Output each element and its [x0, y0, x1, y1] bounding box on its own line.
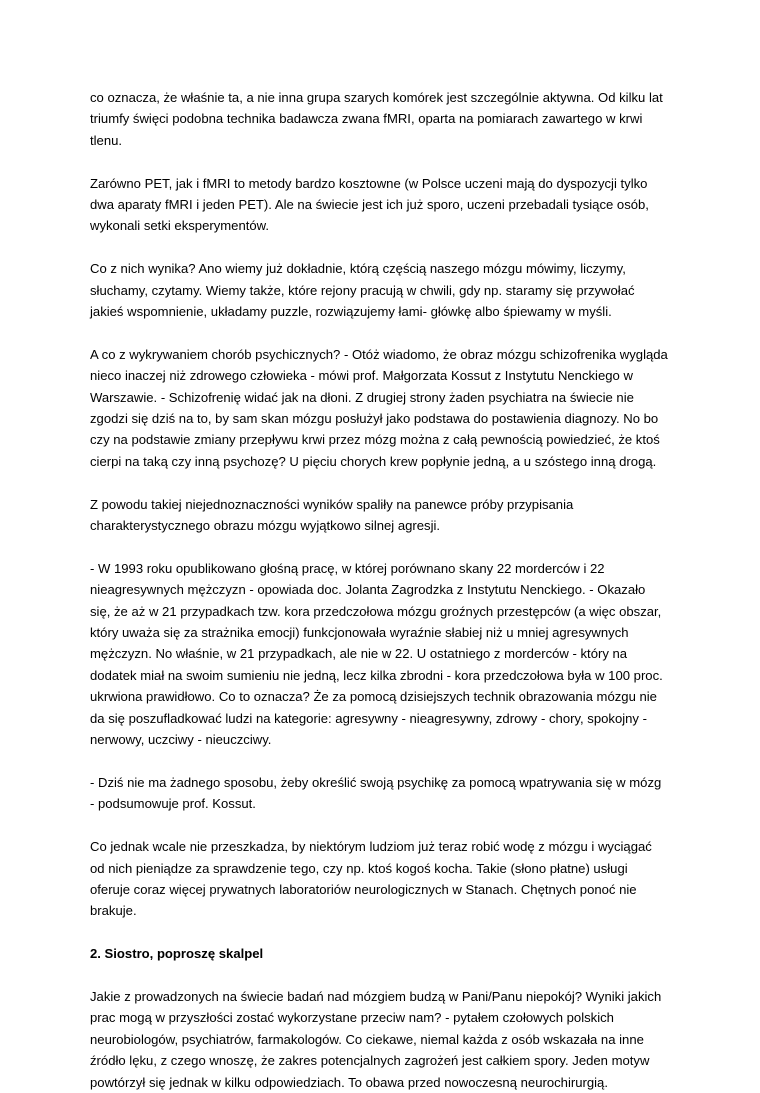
- paragraph-psychiatric-diagnosis: A co z wykrywaniem chorób psychicznych? - Otóż wiadomo, że obraz mózgu schizofrenika wygląda nieco inaczej niż zdrowego człowieka - mówi prof. Małgorzata Kossut z Instytutu Nenckiego w Warszawie. - Schizofrenię widać jak na dłoni. Z drugiej strony żaden psychiatra na świecie nie zgodzi się dziś na to, by sam skan mózgu posłużył jako podstawa do postawienia diagnozy. No bo czy na podstawie zmiany przepływu krwi przez mózg można z całą pewnością powiedzieć, że ktoś cierpi na taką czy inną psychozę? U pięciu chorych krew popłynie jedną, a u szóstego inną drogą.: [90, 346, 668, 469]
- document-page: [90, 87, 668, 1093]
- paragraph-private-labs: Co jednak wcale nie przeszkadza, by niektórym ludziom już teraz robić wodę z mózgu i wyciągać od nich pieniądze za sprawdzenie tego, czy np. ktoś kogoś kocha. Takie (słono płatne) usługi oferuje coraz więcej prywatnych laboratoriów neurologicznych w Stanach. Chętnych ponoć nie brakuje.: [90, 839, 652, 919]
- paragraph-pet-fmri-cost: Zarówno PET, jak i fMRI to metody bardzo kosztowne (w Polsce uczeni mają do dyspozycji tylko dwa aparaty fMRI i jeden PET). Ale na świecie jest ich już sporo, uczeni przebadali tysiące osób, wykonali setki eksperymentów.: [90, 175, 649, 234]
- paragraph-aggression-ambiguity: Z powodu takiej niejednoznaczności wyników spaliły na panewce próby przypisania charakterystycznego obrazu mózgu wyjątkowo silnej agresji.: [90, 496, 574, 534]
- paragraph-brain-regions: Co z nich wynika? Ano wiemy już dokładnie, którą częścią naszego mózgu mówimy, liczymy, słuchamy, czytamy. Wiemy także, które rejony pracują w chwili, gdy np. staramy się przywołać jakieś wspomnienie, układamy puzzle, rozwiązujemy łami- główkę albo śpiewamy w myśli.: [90, 261, 635, 320]
- paragraph-neurosurgery-concerns: Jakie z prowadzonych na świecie badań nad mózgiem budzą w Pani/Panu niepokój? Wyniki jakich prac mogą w przyszłości zostać wykorzystane przeciw nam? - pytałem czołowych polskich neurobiologów, psychiatrów, farmakologów. Co ciekawe, niemal każda z osób wskazała na inne źródło lęku, z czego wnoszę, że zakres potencjalnych zagrożeń jest całkiem spory. Jeden motyw powtórzył się jednak w kilku odpowiedziach. To obawa przed nowoczesną neurochirurgią.: [90, 988, 662, 1090]
- section-heading: 2. Siostro, poproszę skalpel: [90, 946, 264, 962]
- paragraph-fmri-intro: co oznacza, że właśnie ta, a nie inna grupa szarych komórek jest szczególnie aktywna. Od kilku lat triumfy święci podobna technika badawcza zwana fMRI, oparta na pomiarach zawartego w krwi tlenu.: [90, 90, 663, 148]
- paragraph-kossut-summary: - Dziś nie ma żadnego sposobu, żeby określić swoją psychikę za pomocą wpatrywania się w mózg - podsumowuje prof. Kossut.: [90, 774, 662, 812]
- paragraph-murderers-study: - W 1993 roku opublikowano głośną pracę, w której porównano skany 22 morderców i 22 nieagresywnych mężczyzn - opowiada doc. Jolanta Zagrodzka z Instytutu Nenckiego. - Okazało się, że aż w 21 przypadkach tzw. kora przedczołowa mózgu groźnych przestępców (a więc obszar, który uważa się za strażnika emocji) funkcjonowała wyraźnie słabiej niż u mniej agresywnych mężczyzn. No właśnie, w 21 przypadkach, ale nie w 22. U ostatniego z morderców - który na dodatek miał na swoim sumieniu nie jedną, lecz kilka zbrodni - kora przedczołowa była w 100 proc. ukrwiona prawidłowo. Co to oznacza? Że za pomocą dzisiejszych technik obrazowania mózgu nie da się poszufladkować ludzi na kategorie: agresywny - nieagresywny, zdrowy - chory, spokojny - nerwowy, uczciwy - nieuczciwy.: [90, 560, 663, 748]
